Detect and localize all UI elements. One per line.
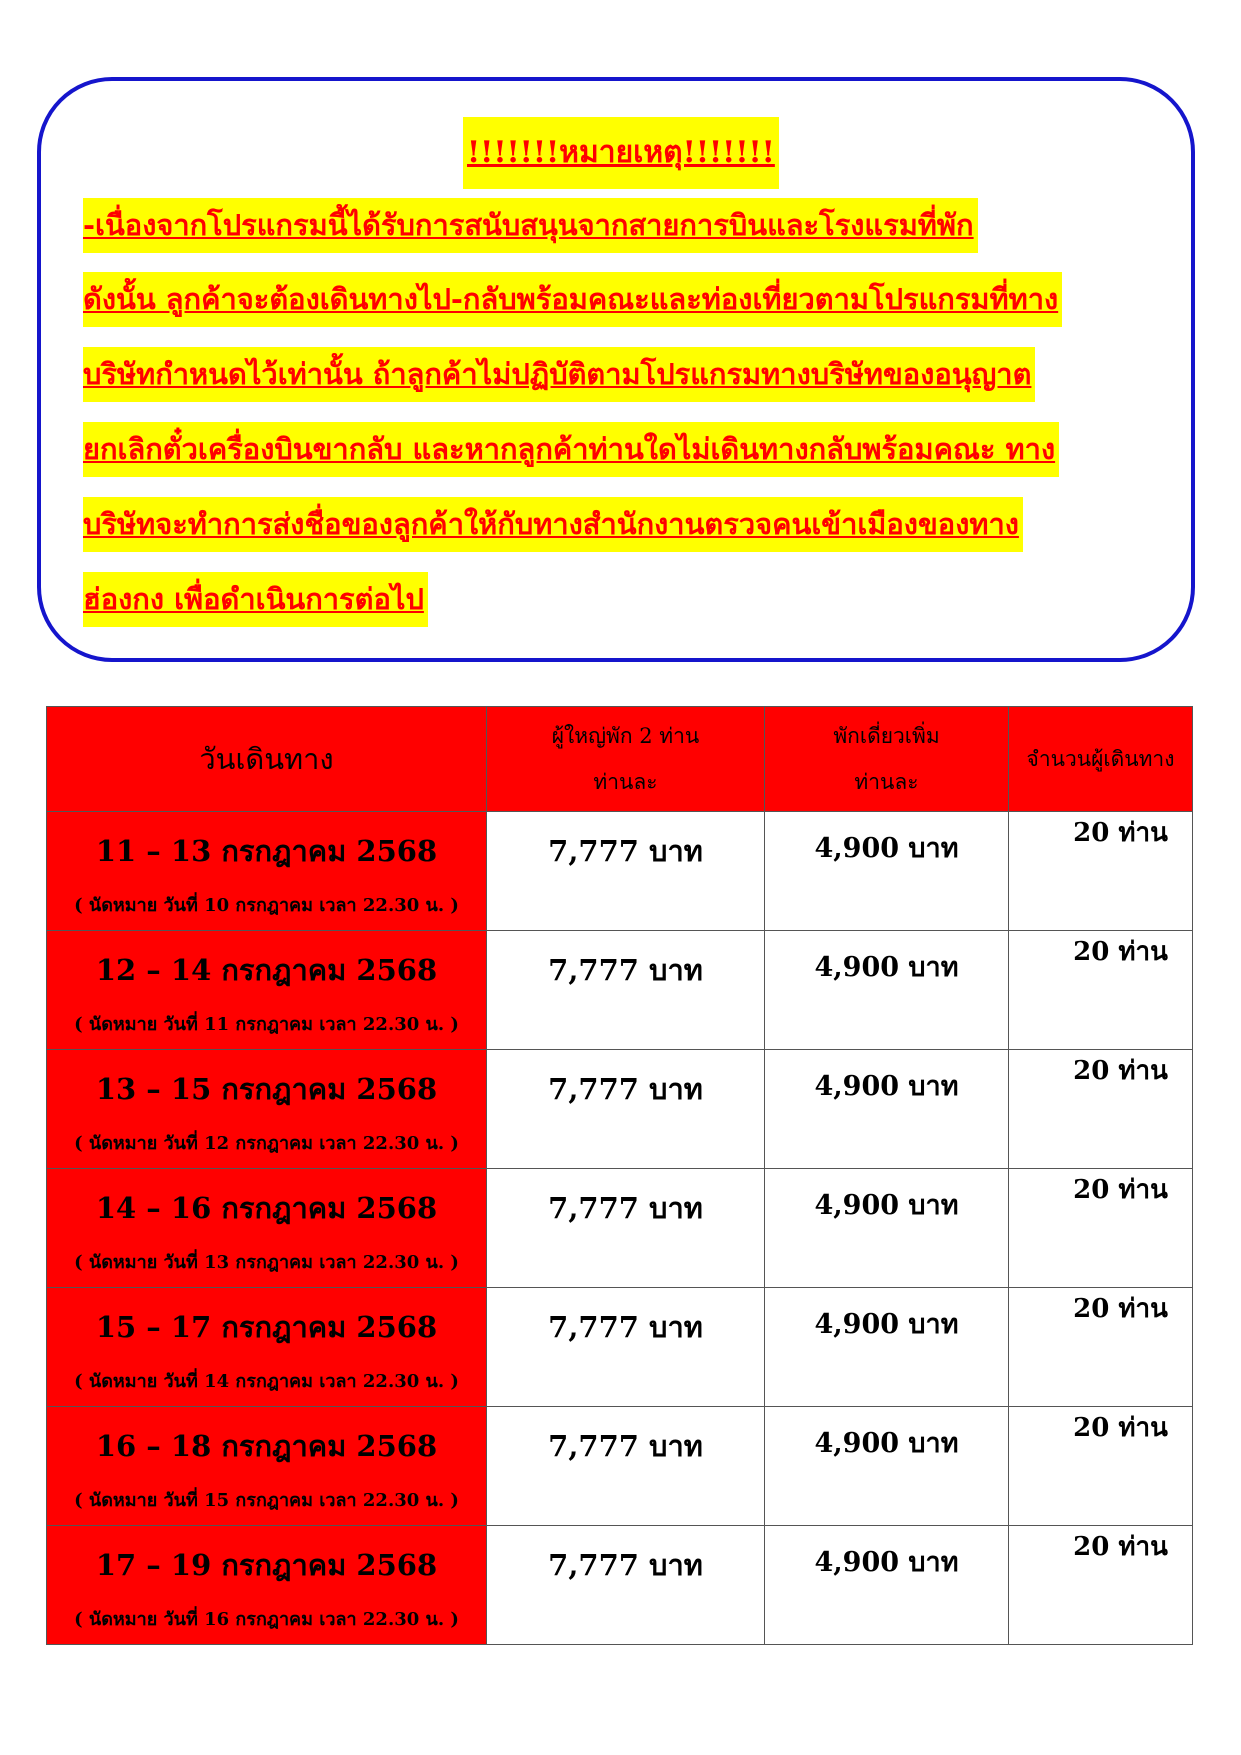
traveler-count: 20 ท่าน (1073, 1413, 1168, 1443)
date-cell (47, 1169, 487, 1288)
header-adult-price-line2: ท่านละ (593, 770, 658, 794)
single-supplement-price: 4,900 บาท (814, 1309, 959, 1340)
traveler-count: 20 ท่าน (1073, 1532, 1168, 1562)
single-price-cell (765, 812, 1009, 931)
table-row (47, 1169, 1193, 1288)
table-row (47, 1407, 1193, 1526)
meeting-note: ( นัดหมาย วันที่ 14 กรกฎาคม เวลา 22.30 น. ) (74, 1371, 459, 1392)
travel-date: 12 – 14 กรกฎาคม 2568 (95, 953, 438, 987)
header-single-supplement (765, 707, 1009, 812)
single-supplement-price: 4,900 บาท (814, 1428, 959, 1459)
travel-date: 13 – 15 กรกฎาคม 2568 (95, 1072, 438, 1106)
meeting-note: ( นัดหมาย วันที่ 13 กรกฎาคม เวลา 22.30 น. ) (74, 1252, 459, 1273)
meeting-note: ( นัดหมาย วันที่ 16 กรกฎาคม เวลา 22.30 น. ) (74, 1609, 459, 1630)
header-single-supplement-line2: ท่านละ (854, 770, 919, 794)
adult-price: 7,777 บาท (548, 1191, 703, 1225)
adult-price-cell (487, 812, 765, 931)
header-traveler-count (1009, 707, 1193, 812)
date-cell (47, 1407, 487, 1526)
single-supplement-price: 4,900 บาท (814, 1190, 959, 1221)
notice-line-1: -เนื่องจากโปรแกรมนี้ได้รับการสนับสนุนจากสายการบินและโรงแรมที่พัก (83, 198, 978, 253)
adult-price-cell (487, 1288, 765, 1407)
header-single-supplement-line1: พักเดี่ยวเพิ่ม (833, 724, 940, 748)
single-price-cell (765, 931, 1009, 1050)
count-cell (1009, 1407, 1193, 1526)
notice-line-3: บริษัทกำหนดไว้เท่านั้น ถ้าลูกค้าไม่ปฏิบัติตามโปรแกรมทางบริษัทของอนุญาต (83, 347, 1035, 402)
meeting-note: ( นัดหมาย วันที่ 10 กรกฎาคม เวลา 22.30 น. ) (74, 895, 459, 916)
adult-price: 7,777 บาท (548, 1310, 703, 1344)
adult-price: 7,777 บาท (548, 834, 703, 868)
single-price-cell (765, 1526, 1009, 1645)
price-table (46, 706, 1193, 1645)
single-supplement-price: 4,900 บาท (814, 1071, 959, 1102)
date-cell (47, 1288, 487, 1407)
adult-price-cell (487, 1169, 765, 1288)
traveler-count: 20 ท่าน (1073, 1056, 1168, 1086)
meeting-note: ( นัดหมาย วันที่ 12 กรกฎาคม เวลา 22.30 น. ) (74, 1133, 459, 1154)
travel-date: 14 – 16 กรกฎาคม 2568 (95, 1191, 438, 1225)
header-travel-date (47, 707, 487, 812)
notice-title: !!!!!!!หมายเหตุ!!!!!!! (463, 117, 779, 189)
count-cell (1009, 1526, 1193, 1645)
traveler-count: 20 ท่าน (1073, 1175, 1168, 1205)
adult-price-cell (487, 931, 765, 1050)
count-cell (1009, 1288, 1193, 1407)
meeting-note: ( นัดหมาย วันที่ 11 กรกฎาคม เวลา 22.30 น. ) (74, 1014, 459, 1035)
traveler-count: 20 ท่าน (1073, 937, 1168, 967)
single-price-cell (765, 1169, 1009, 1288)
single-price-cell (765, 1407, 1009, 1526)
header-adult-price-line1: ผู้ใหญ่พัก 2 ท่าน (551, 724, 700, 748)
table-row (47, 812, 1193, 931)
notice-line-6: ฮ่องกง เพื่อดำเนินการต่อไป (83, 572, 428, 627)
count-cell (1009, 1169, 1193, 1288)
count-cell (1009, 931, 1193, 1050)
header-travel-date-label: วันเดินทาง (199, 742, 334, 776)
date-cell (47, 812, 487, 931)
table-row (47, 1050, 1193, 1169)
table-header-row (47, 707, 1193, 812)
single-supplement-price: 4,900 บาท (814, 1547, 959, 1578)
single-price-cell (765, 1288, 1009, 1407)
single-price-cell (765, 1050, 1009, 1169)
single-supplement-price: 4,900 บาท (814, 833, 959, 864)
adult-price-cell (487, 1407, 765, 1526)
count-cell (1009, 812, 1193, 931)
header-traveler-count-label: จำนวนผู้เดินทาง (1026, 747, 1175, 771)
notice-line-4: ยกเลิกตั๋วเครื่องบินขากลับ และหากลูกค้าท่านใดไม่เดินทางกลับพร้อมคณะ ทาง (83, 422, 1059, 477)
adult-price: 7,777 บาท (548, 1548, 703, 1582)
date-cell (47, 1526, 487, 1645)
travel-date: 16 – 18 กรกฎาคม 2568 (95, 1429, 438, 1463)
notice-line-5: บริษัทจะทำการส่งชื่อของลูกค้าให้กับทางสำนักงานตรวจคนเข้าเมืองของทาง (83, 497, 1023, 552)
count-cell (1009, 1050, 1193, 1169)
table-row (47, 1288, 1193, 1407)
single-supplement-price: 4,900 บาท (814, 952, 959, 983)
travel-date: 17 – 19 กรกฎาคม 2568 (95, 1548, 438, 1582)
adult-price: 7,777 บาท (548, 953, 703, 987)
table-row (47, 931, 1193, 1050)
date-cell (47, 931, 487, 1050)
travel-date: 15 – 17 กรกฎาคม 2568 (95, 1310, 438, 1344)
table-row (47, 1526, 1193, 1645)
meeting-note: ( นัดหมาย วันที่ 15 กรกฎาคม เวลา 22.30 น. ) (74, 1490, 459, 1511)
traveler-count: 20 ท่าน (1073, 818, 1168, 848)
adult-price: 7,777 บาท (548, 1072, 703, 1106)
traveler-count: 20 ท่าน (1073, 1294, 1168, 1324)
adult-price-cell (487, 1526, 765, 1645)
adult-price: 7,777 บาท (548, 1429, 703, 1463)
header-adult-price (487, 707, 765, 812)
adult-price-cell (487, 1050, 765, 1169)
travel-date: 11 – 13 กรกฎาคม 2568 (95, 834, 438, 868)
date-cell (47, 1050, 487, 1169)
notice-line-2: ดังนั้น ลูกค้าจะต้องเดินทางไป-กลับพร้อมคณะและท่องเที่ยวตามโปรแกรมที่ทาง (83, 272, 1062, 327)
